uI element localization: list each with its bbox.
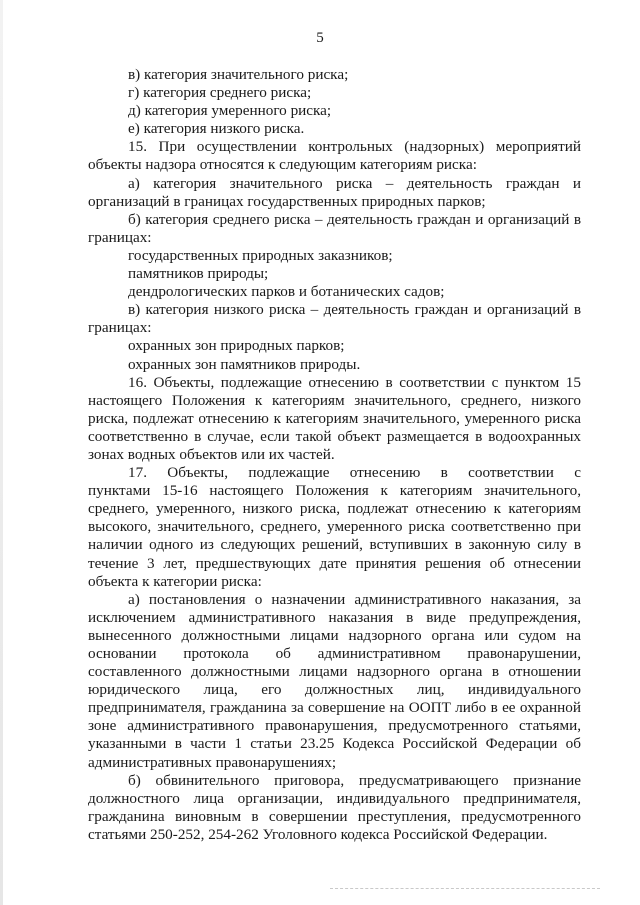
- text-line: дендрологических парков и ботанических садов;: [128, 283, 445, 301]
- text-line: объекта к категории риска:: [88, 572, 262, 590]
- text-line: наличии одного из следующих решений, вступивших в законную силу в: [88, 536, 581, 554]
- text-line: исключением административного наказания в виде предупреждения,: [88, 608, 581, 626]
- text-line: в) категория низкого риска – деятельность граждан и организаций в: [128, 301, 581, 319]
- text-line: среднего, умеренного, низкого риска, подлежат отнесению к категориям: [88, 500, 581, 518]
- text-line: настоящего Положения к категориям значительного, среднего, низкого: [88, 391, 581, 409]
- text-line: предпринимателя, гражданина за совершение на ООПТ либо в ее охранной: [88, 699, 581, 717]
- text-line: а) постановления о назначении административного наказания, за: [128, 590, 581, 608]
- text-line: б) обвинительного приговора, предусматривающего признание: [128, 771, 581, 789]
- text-line: государственных природных заказников;: [128, 246, 393, 264]
- text-line: памятников природы;: [128, 265, 269, 283]
- text-line: юридического лица, его должностных лиц, индивидуального: [88, 681, 581, 699]
- document-body: [88, 66, 581, 844]
- text-line: д) категория умеренного риска;: [128, 102, 332, 120]
- text-line: указанными в части 1 статьи 23.25 Кодекса Российской Федерации об: [88, 735, 581, 753]
- text-line: охранных зон природных парков;: [128, 337, 345, 355]
- text-line: 15. При осуществлении контрольных (надзорных) мероприятий: [128, 138, 581, 156]
- text-line: соответственно в случае, если такой объект размещается в водоохранных: [88, 427, 581, 445]
- text-line: пунктами 15-16 настоящего Положения к категориям значительного,: [88, 482, 581, 500]
- text-line: организаций в границах государственных природных парков;: [88, 192, 486, 210]
- text-line: г) категория среднего риска;: [128, 84, 312, 102]
- text-line: течение 3 лет, предшествующих дате принятия решения об отнесении: [88, 554, 581, 572]
- scan-artifact: [330, 888, 600, 891]
- scan-edge-shadow: [0, 0, 3, 905]
- text-line: границах:: [88, 319, 152, 337]
- text-line: 17. Объекты, подлежащие отнесению в соответствии с: [128, 464, 581, 482]
- text-line: риска, подлежат отнесению к категориям значительного, умеренного риска: [88, 409, 581, 427]
- text-line: е) категория низкого риска.: [128, 120, 305, 138]
- text-line: б) категория среднего риска – деятельность граждан и организаций в: [128, 210, 581, 228]
- text-line: составленного должностными лицами надзорного органа в отношении: [88, 663, 581, 681]
- text-line: в) категория значительного риска;: [128, 66, 349, 83]
- text-line: 16. Объекты, подлежащие отнесению в соответствии с пунктом 15: [128, 373, 581, 391]
- text-line: административных правонарушениях;: [88, 753, 337, 771]
- text-line: высокого, значительного, среднего, умеренного риска соответственно при: [88, 518, 581, 536]
- text-line: гражданина виновным в совершении преступления, предусмотренного: [88, 807, 581, 825]
- text-line: зоне административного правонарушения, предусмотренного статьями,: [88, 717, 581, 735]
- page-number: 5: [316, 30, 324, 46]
- text-line: основании протокола об административном правонарушении,: [88, 645, 581, 662]
- text-line: а) категория значительного риска – деятельность граждан и: [128, 174, 581, 192]
- text-line: зонах водных объектов или их частей.: [88, 445, 335, 463]
- text-line: статьями 250-252, 254-262 Уголовного кодекса Российской Федерации.: [88, 825, 548, 843]
- text-line: вынесенного должностными лицами надзорного органа или судом на: [88, 626, 581, 644]
- text-line: объекты надзора относятся к следующим категориям риска:: [88, 156, 477, 174]
- text-line: должностного лица организации, индивидуального предпринимателя,: [88, 789, 581, 807]
- text-line: охранных зон памятников природы.: [128, 355, 361, 373]
- text-line: границах:: [88, 228, 152, 246]
